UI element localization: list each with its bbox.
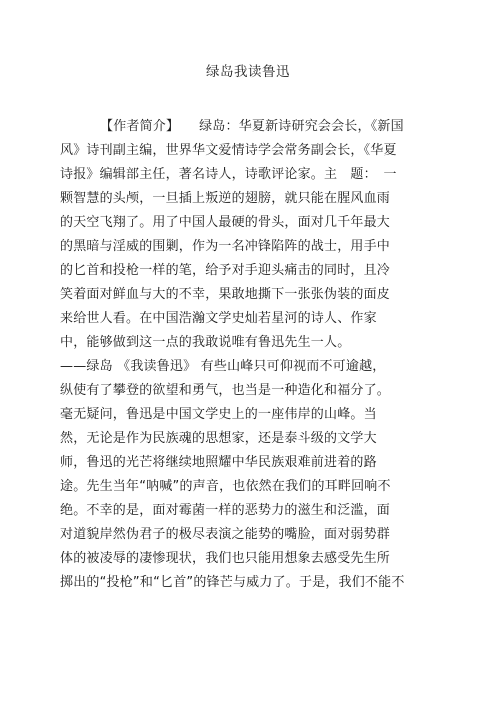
document-body — [60, 115, 432, 595]
body-line: 中，能够做到这一点的我敢说唯有鲁迅先生一人。 — [60, 335, 351, 350]
body-line: 笑着面对鲜血与大的不幸，果敢地撕下一张张伪装的面皮 — [60, 287, 391, 302]
body-line: 来给世人看。在中国浩瀚文学史灿若星河的诗人、作家 — [60, 311, 377, 326]
body-line: ——绿岛 《我读鲁迅》 有些山峰只可仰视而不可逾越， — [60, 359, 386, 374]
body-line: 的黑暗与淫威的围剿，作为一名冲锋陷阵的战士，用手中 — [60, 239, 391, 254]
body-line: 毫无疑问，鲁迅是中国文学史上的一座伟岸的山峰。当 — [60, 407, 377, 422]
body-line: 然，无论是作为民族魂的思想家，还是泰斗级的文学大 — [60, 431, 377, 446]
body-line: 途。先生当年“呐喊”的声音，也依然在我们的耳畔回响不 — [60, 479, 391, 494]
body-line: 纵使有了攀登的欲望和勇气，也当是一种造化和福分了。 — [60, 383, 391, 398]
body-line: 体的被凌辱的凄惨现状，我们也只能用想象去感受先生所 — [60, 551, 391, 566]
body-line: 绝。不幸的是，面对霉菌一样的恶势力的滋生和泛滥，面 — [60, 503, 391, 518]
body-line: 对道貌岸然伪君子的极尽表演之能势的嘴脸，面对弱势群 — [60, 527, 391, 542]
body-line: 风》诗刊副主编，世界华文爱情诗学会常务副会长，《华夏 — [60, 143, 397, 158]
body-line: 【作者简介】 绿岛：华夏新诗研究会会长，《新国 — [100, 119, 404, 134]
body-line: 师，鲁迅的光芒将继续地照耀中华民族艰难前进着的路 — [60, 455, 377, 470]
body-line: 的匕首和投枪一样的笔，给予对手迎头痛击的同时，且冷 — [60, 263, 391, 278]
body-line: 的天空飞翔了。用了中国人最硬的骨头，面对几千年最大 — [60, 215, 391, 230]
body-line: 掷出的“投枪”和“匕首”的锋芒与威力了。于是，我们不能不 — [60, 575, 405, 590]
document-title: 绿岛我读鲁迅 — [206, 64, 290, 80]
body-line: 诗报》编辑部主任，著名诗人，诗歌评论家。主 题： 一 — [60, 167, 397, 182]
body-line: 颗智慧的头颅，一旦插上叛逆的翅膀，就只能在腥风血雨 — [60, 191, 391, 206]
